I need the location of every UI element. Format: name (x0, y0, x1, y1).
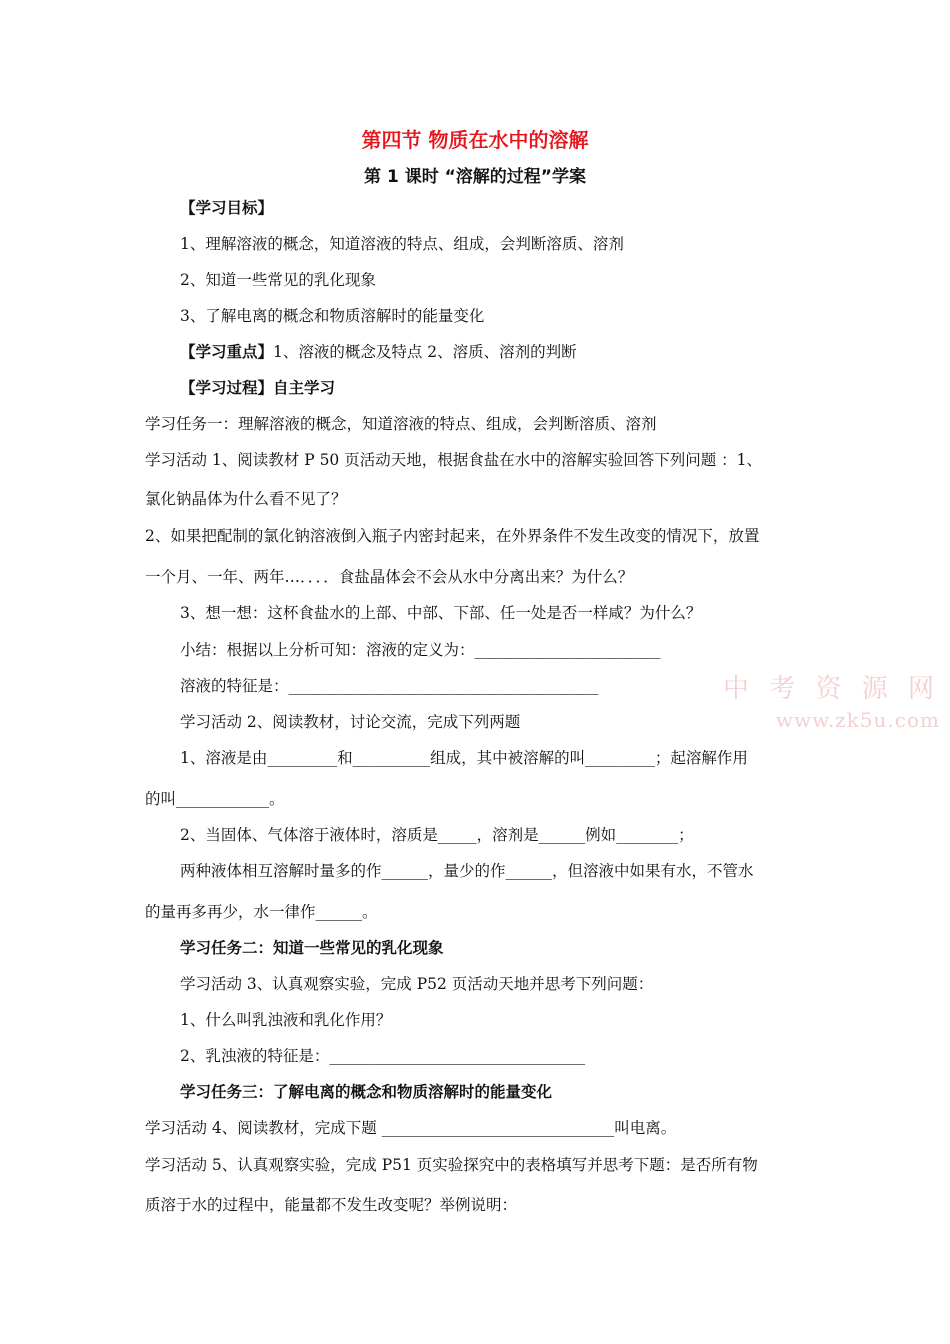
activity-two-q2-line3: 的量再多再少，水一律作______。 (145, 903, 378, 921)
watermark-text: 中 考 资 源 网 (722, 674, 940, 704)
process-header: 【学习过程】自主学习 (180, 379, 336, 397)
activity-two-q2-line1: 2、当固体、气体溶于液体时，溶质是_____，溶剂是______例如________； (180, 826, 694, 844)
activity-two-q1-line2: 的叫____________。 (145, 790, 285, 808)
task-three: 学习任务三：了解电离的概念和物质溶解时的能量变化 (180, 1083, 553, 1101)
key-points-label: 【学习重点】 (180, 343, 274, 361)
page-subtitle: 第 1 课时 “溶解的过程”学案 (364, 167, 586, 187)
goals-header: 【学习目标】 (180, 199, 274, 217)
task-two: 学习任务二：知道一些常见的乳化现象 (180, 939, 444, 957)
activity-four: 学习活动 4、阅读教材，完成下题 ______________________________叫电离。 (145, 1119, 677, 1137)
page-title: 第四节 物质在水中的溶解 (361, 128, 589, 152)
key-points-text: 1、溶液的概念及特点 2、溶质、溶剂的判断 (273, 343, 577, 361)
activity-three: 学习活动 3、认真观察实验，完成 P52 页活动天地并思考下列问题： (180, 975, 654, 993)
question-three: 3、想一想：这杯食盐水的上部、中部、下部、任一处是否一样咸？为什么？ (180, 604, 702, 622)
goal-item: 3、了解电离的概念和物质溶解时的能量变化 (180, 307, 485, 325)
question-two-line2: 一个月、一年、两年…．．．．食盐晶体会不会从水中分离出来？为什么？ (145, 568, 634, 586)
summary-feature: 溶液的特征是：________________________________________ (180, 677, 599, 695)
activity-one-line2: 氯化钠晶体为什么看不见了？ (145, 490, 347, 508)
activity-three-q1: 1、什么叫乳浊液和乳化作用？ (180, 1011, 392, 1029)
question-two-line1: 2、如果把配制的氯化钠溶液倒入瓶子内密封起来，在外界条件不发生改变的情况下，放置 (145, 527, 760, 545)
summary-definition: 小结：根据以上分析可知：溶液的定义为：________________________ (180, 641, 661, 659)
watermark-url: www.zk5u.com (775, 708, 940, 732)
goal-item: 2、知道一些常见的乳化现象 (180, 271, 376, 289)
activity-three-q2: 2、乳浊液的特征是：_________________________________ (180, 1047, 586, 1065)
activity-two-q2-line2: 两种液体相互溶解时量多的作______，量少的作______，但溶液中如果有水，不管水 (180, 862, 754, 880)
activity-one-line1: 学习活动 1、阅读教材 P 50 页活动天地，根据食盐在水中的溶解实验回答下列问题 ：1、 (145, 451, 763, 469)
activity-two: 学习活动 2、阅读教材，讨论交流，完成下列两题 (180, 713, 521, 731)
activity-five-line1: 学习活动 5、认真观察实验，完成 P51 页实验探究中的表格填写并思考下题：是否所有物 (145, 1156, 758, 1174)
activity-two-q1-line1: 1、溶液是由_________和__________组成，其中被溶解的叫_________；起溶解作用 (180, 749, 748, 767)
goal-item: 1、理解溶液的概念，知道溶液的特点、组成，会判断溶质、溶剂 (180, 235, 624, 253)
task-one: 学习任务一：理解溶液的概念，知道溶液的特点、组成，会判断溶质、溶剂 (145, 415, 657, 433)
activity-five-line2: 质溶于水的过程中，能量都不发生改变呢？举例说明： (145, 1196, 518, 1214)
key-points (180, 342, 577, 362)
